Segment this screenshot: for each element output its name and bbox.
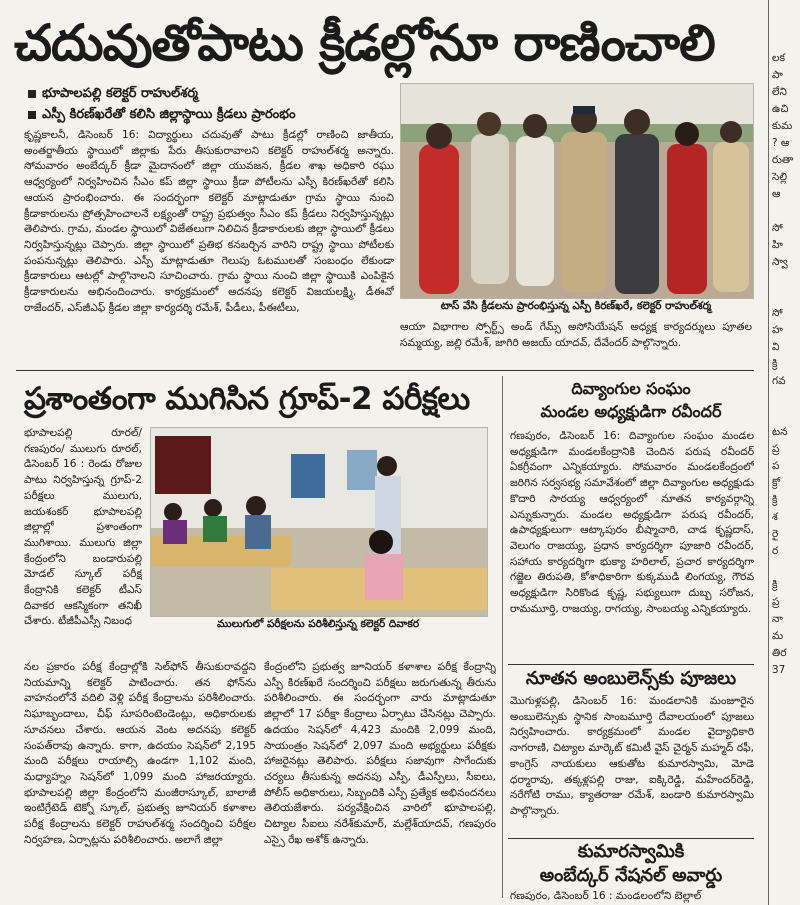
- disabled-headline-line2: మండల అధ్యక్షుడిగా రవీందర్: [540, 402, 722, 421]
- strip-line: సో: [772, 222, 783, 234]
- strip-line: [772, 271, 800, 288]
- group2-body-col1: నల ప్రకారం పరీక్ష కేంద్రాల్లోకి సెల్‌ఫోన్ తీసుకురావద్దని నియమాన్ని కలెక్టర్ పాటించారు. తన ఫోన్‌ను వాహనంలోనే వదిలి వెళ్లి పరీక్ష కేంద్రాలను పరిశీలించారు. నిఘాబృందాలు, చీఫ్ సూపరింటెండెంట్లు, అధికారులకు సూచనలు చేశారు. ఆయన వెంట అదనపు కలెక్టర్ సంపత్‌రావు ఉన్నారు. కాగా, ఉదయం సెషన్‌లో 2,195 మంది పరీక్షలు రాయాల్సి ఉండగా 1,102 మంది, మధ్యాహ్నం సెషన్‌లో 1,099 మంది హాజరయ్యారు. భూపాలపల్లి జిల్లా కేంద్రంలోని మంజీరాస్కూల్, బాలాజీ ఇంటిగ్రేటెడ్ టెక్నో స్కూల్, ప్రభుత్వ జూనియర్ కళాశాల పరీక్ష కేంద్రాలను కలెక్టర్ రాహుల్‌శర్మ సందర్శించి పరీక్షల నిర్వహణ, ఏర్పాట్లను పరిశీలించారు. అలాగే జిల్లా: [24, 661, 256, 846]
- strip-line: ఆ: [772, 188, 781, 200]
- bullet-square-icon: [28, 111, 36, 119]
- main-headline: చదువుతోపాటు క్రీడల్లోనూ రాణించాలి: [14, 14, 715, 72]
- strip-line: ? ఆ: [772, 137, 790, 149]
- exam-photo-caption: ములుగులో పరీక్షలను పరిశీలిస్తున్న కలెక్టర్ దివాకర: [216, 618, 420, 630]
- strip-line: [772, 203, 800, 220]
- exam-hall-illustration: [151, 428, 487, 616]
- strip-line: ఉచి: [772, 103, 789, 115]
- column-divider: [502, 376, 503, 898]
- strip-line: లేని: [772, 86, 787, 98]
- strip-line: ప: [772, 460, 780, 472]
- page-edge-divider: [768, 0, 769, 905]
- strip-line: లక: [772, 52, 785, 64]
- story-divider: [508, 664, 754, 665]
- strip-line: ప్ర: [772, 443, 780, 455]
- strip-line: [772, 288, 800, 305]
- bullet-square-icon: [28, 90, 36, 98]
- subhead-sp: ఎస్పీ కిరణ్‌ఖరేతో కలిసి జిల్లాస్థాయి క్రీడలు ప్రారంభం: [28, 107, 296, 125]
- crowd-scene-illustration: [401, 84, 753, 298]
- adjacent-column-fragment: [772, 50, 800, 900]
- strip-line: మ: [772, 630, 784, 642]
- strip-line: ప్ర: [772, 596, 780, 608]
- strip-line: టన: [772, 426, 788, 438]
- strip-line: సో: [772, 307, 783, 319]
- sports-inauguration-photo: [400, 83, 754, 299]
- group2-intro: భూపాలపల్లి రూరల్/ గణపురం/ ములుగు రూరల్, డిసెంబర్ 16 : రెండు రోజుల పాటు నిర్వహిస్తున్న గ్రూప్-2 పరీక్షలు ములుగు, జయశంకర్ భూపాలపల్లి జిల్లాల్లో ప్రశాంతంగా ముగిశాయి. ములుగు జిల్లా కేంద్రంలోని బండారుపల్లి మోడల్ స్కూల్ పరీక్ష కేంద్రానికి కలెక్టర్ టీఎస్ దివాకర ఆకస్మికంగా తనిఖీ చేశారు. టీజీపీఎస్సీ నిబంధ: [24, 427, 142, 628]
- strip-line: 37: [772, 664, 786, 676]
- strip-line: కుమ: [772, 120, 793, 132]
- strip-line: పా: [772, 69, 783, 81]
- strip-line: రై: [772, 528, 779, 540]
- strip-line: వి: [772, 341, 780, 353]
- strip-line: క్రి: [772, 358, 778, 370]
- award-headline-line1: కుమారస్వామికి: [577, 841, 685, 862]
- disabled-headline-line1: దివ్యాంగుల సంఘం: [571, 379, 691, 398]
- disabled-story-body: గణపురం, డిసెంబర్ 16: దివ్యాంగుల సంఘం మండల అధ్యక్షుడిగా మండలకేంద్రానికి చెందిన పరుష రవీందర్ ఏకగ్రీవంగా ఎన్నికయ్యారు. సోమవారం మండలకేంద్రంలో జరిగిన సర్వసభ్య సమావేశంలో జిల్లా దివ్యాంగుల అధ్యక్షుడు కొదారి సారయ్య ఆధ్వర్యంలో నూతన కార్యవర్గాన్ని ఎన్నుకున్నారు. మండల అధ్యక్షుడిగా పరుష రవీందర్, ఉపాధ్యక్షులుగా ఆట్కాపురం బీష్మాచారి, చాడ కృష్ణదాస్, వెలుగం రాజయ్య, ప్రధాన కార్యదర్శిగా పూజారి రవీందర్, సహాయ కార్యదర్శిగా భుక్యా హరిలాల్, ప్రచార కార్యదర్శిగా గజ్జెల తిరుపతి, కోశాధికారిగా కుక్కముడి లింగయ్య, గౌరవ అధ్యక్షుడిగా సిరికొండ కృష్ణ, సభ్యులుగా దుబ్బ సరోజన, రామమూర్తి, రాజయ్య, రాగయ్య, సాంబయ్య ఎన్నికయ్యారు.: [510, 430, 754, 615]
- top-story-body-continued: ఆయా విభాగాల స్పోర్ట్స్ అండ్ గేమ్స్ అసోసియేషన్ అధ్యక్ష కార్యదర్శులు పూతల సమ్మయ్య, జల్లి రమేశ్, జాగిరి అజయ్ యాదవ్, దేవేందర్ పాల్గొన్నారు.: [400, 321, 752, 349]
- group2-body-col2: కేంద్రంలోని ప్రభుత్వ జూనియర్ కళాశాల పరీక్ష కేంద్రాన్ని ఎస్పీ కిరణ్‌ఖరే సందర్శించి పరీక్షలు జరుగుతున్న తీరును పరిశీలించారు. ఈ సందర్భంగా వారు మాట్లాడుతూ జిల్లాలో 17 పరీక్షా కేంద్రాలు ఏర్పాటు చేసినట్లు చెప్పారు. ఉదయం సెషన్‌లో 4,423 మందికి 2,099 మంది, సాయంత్రం సెషన్‌లో 2,097 మంది అభ్యర్థులు పరీక్షకు హాజరైనట్లు తెలిపారు. పరీక్షలు సజావుగా సాగేందుకు చర్యలు తీసుకున్న అదనపు ఎస్పీ, డీఎస్పీలు, సీఐలు, పోలీస్ అధికారులు, సిబ్బందికి ఎస్పీ ప్రత్యేక అభినందనలు తెలియజేశారు. పర్యవేక్షించిన వారిలో భూపాలపల్లి, చిట్యాల సీఐలు నరేశ్‌కుమార్, మల్లేశ్‌యాదవ్, గణపురం ఎస్సై రేఖ అశోక్ ఉన్నారు.: [264, 661, 496, 846]
- strip-line: సెల్లి: [772, 171, 788, 183]
- strip-line: [772, 407, 800, 424]
- story-divider: [508, 838, 754, 839]
- ambulance-headline: నూతన అంబులెన్స్‌కు పూజలు: [525, 668, 737, 689]
- strip-line: గవ: [772, 375, 786, 387]
- strip-line: క్రి: [772, 494, 778, 506]
- strip-line: [772, 390, 800, 407]
- strip-line: శ: [772, 511, 778, 523]
- award-headline-line2: అంబేద్కర్ నేషనల్ అవార్డు: [539, 865, 723, 886]
- strip-line: క్రో: [772, 477, 781, 489]
- strip-line: నా: [772, 613, 783, 625]
- strip-line: [772, 560, 800, 577]
- strip-line: తిర: [772, 647, 787, 659]
- strip-line: హి: [772, 239, 783, 251]
- award-story-body-start: గణపురం, డిసెంబర్ 16 : మండలంలోని బెల్లాల్: [510, 890, 702, 902]
- group2-headline: ప్రశాంతంగా ముగిసిన గ్రూప్-2 పరీక్షలు: [24, 381, 470, 417]
- ambulance-story-body: మొగుళ్లపల్లి, డిసెంబర్ 16: మండలానికి మంజూరైన అంబులెన్సుకు స్థానిక సాంబమూర్తి దేవాలయంలో పూజలు నిర్వహించారు. కార్యక్రమంలో మండల వైద్యాధికారి నాగరాణి, చిట్యాల మార్కెట్ కమిటీ వైస్ చైర్మన్ మహ్మద్ రఫీ, కాంగ్రెస్ నాయకులు ఆకుతోట కుమారస్వామి, మోడె ధర్మారావు, తక్కళ్లపల్లి రాజు, ఐక్కిరెడ్డి, మహేందర్‌రెడ్డి, నరేగోటి రాము, క్యాతరాజు రమేశ్, బండారి కుమారస్వామి పాల్గొన్నారు.: [510, 695, 754, 817]
- strip-line: ర: [772, 545, 779, 557]
- subhead-collector: భూపాలపల్లి కలెక్టర్ రాహుల్‌శర్మ: [28, 86, 198, 104]
- strip-line: స్వా: [772, 256, 788, 268]
- strip-line: హ: [772, 324, 783, 336]
- strip-line: క్రి: [772, 579, 778, 591]
- sports-photo-caption: టాస్ వేసి క్రీడలను ప్రారంభిస్తున్న ఎస్పీ కిరణ్‌ఖరే, కలెక్టర్ రాహుల్‌శర్మ: [440, 300, 712, 312]
- section-divider: [16, 370, 754, 371]
- strip-line: రుతా: [772, 154, 794, 166]
- top-story-body: కృష్ణకాలనీ, డిసెంబర్ 16: విద్యార్థులు చదువుతో పాటు క్రీడల్లో రాణించి జాతీయ, అంతర్జాతీయ స్థాయిలో జిల్లాకు పేరు తీసుకురావాలని కలెక్టర్ రాహుల్‌శర్మ అన్నారు. సోమవారం అంబేద్కర్ క్రీడా మైదానంలో జిల్లా యువజన, క్రీడల శాఖ అధికారి రఘు ఆధ్వర్యంలో నిర్వహించిన సీఎం కప్ జిల్లా స్థాయి క్రీడా పోటీలను ఎస్పీ కిరణ్‌ఖరేతో కలిసి ఆయన ప్రారంభించారు. ఈ సందర్భంగా కలెక్టర్ మాట్లాడుతూ గ్రామ స్థాయి నుంచి క్రీడాకారులను ప్రోత్సహించాలనే లక్ష్యంతో రాష్ట్ర ప్రభుత్వం సీఎం కప్ క్రీడలు నిర్వహిస్తున్నట్లు తెలిపారు. గ్రామ, మండల స్థాయిలో విజేతలుగా నిలిచిన క్రీడాకారులకు జిల్లా స్థాయిలో క్రీడలు నిర్వహిస్తున్నట్లు చెప్పారు. జిల్లా స్థాయిలో ప్రతిభ కనబర్చిన వారిని రాష్ట్ర స్థాయి పోటీలకు పంపనున్నట్లు తెలిపారు. ఎస్పీ మాట్లాడుతూ గెలుపు ఓటములతో సంబంధం లేకుండా క్రీడాకారులు ఆటల్లో పాల్గొనాలని సూచించారు. గ్రామ స్థాయి నుంచి జిల్లా స్థాయికి ఎంపికైన క్రీడాకారులను అభినందించారు. కార్యక్రమంలో అదనపు కలెక్టర్ విజయలక్ష్మి, డీఈవో రాజేందర్, ఎస్‌జీఎఫ్ క్రీడల జిల్లా కార్యదర్శి రమేశ్, పీడీలు, పీఈటీలు,: [24, 129, 394, 314]
- exam-hall-photo: [150, 427, 488, 617]
